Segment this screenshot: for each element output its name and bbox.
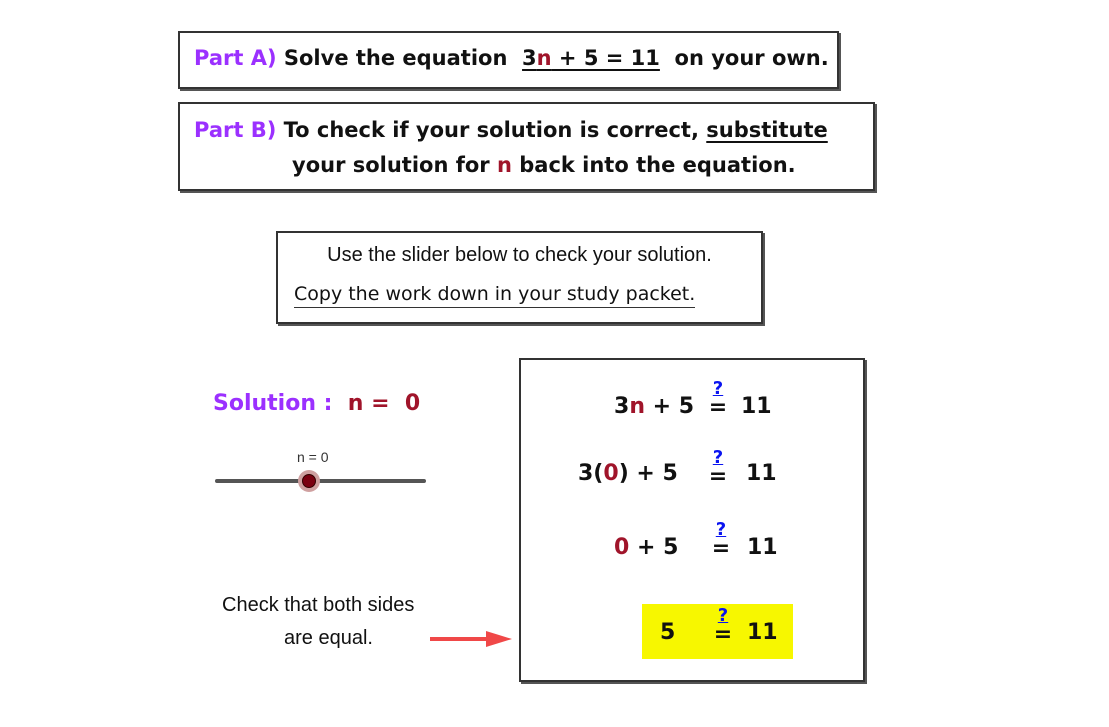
question-equals-4 (711, 607, 735, 645)
part-b-line1 (194, 118, 828, 142)
solution-var: n (347, 391, 364, 416)
question-equals-2 (706, 449, 730, 487)
part-b-text1: To check if your solution is correct, (283, 118, 699, 142)
part-a-box (178, 31, 839, 89)
part-b-box (178, 102, 875, 191)
part-b-var: n (496, 153, 512, 177)
work-line-4-right: 11 (747, 620, 778, 645)
part-b-text2a: your solution for (292, 153, 490, 177)
solution-value: 0 (404, 391, 421, 416)
work-line-1-rest: + 5 (644, 394, 695, 419)
work-line-3-rest: + 5 (629, 535, 679, 560)
eq-rest: + 5 = 11 (551, 46, 660, 70)
work-line-1-coef: 3 (614, 394, 630, 419)
work-line-4-left: 5 (660, 620, 676, 645)
question-equals-3 (709, 521, 733, 559)
right-arrow-icon (430, 628, 514, 650)
work-line-2-left (578, 461, 678, 486)
substitute-text: substitute (706, 118, 828, 142)
part-a-equation (522, 46, 660, 70)
question-mark: ? (712, 447, 724, 468)
part-a-text: Solve the equation (283, 46, 508, 70)
part-b-line2 (292, 153, 796, 177)
equals-sign: = (713, 622, 733, 647)
solution-equals: = (371, 391, 390, 416)
work-line-3-val: 0 (614, 535, 630, 560)
work-line-2-right: 11 (746, 461, 777, 486)
slider-handle-core[interactable] (302, 474, 316, 488)
work-line-2-val: 0 (603, 461, 619, 486)
question-mark: ? (715, 519, 727, 540)
question-equals-1 (706, 380, 730, 418)
slider-track[interactable] (215, 479, 426, 483)
work-line-2-pre: 3( (578, 461, 604, 486)
part-a-text-after: on your own. (674, 46, 829, 70)
check-text-line1: Check that both sides (222, 594, 415, 616)
question-mark: ? (712, 378, 724, 399)
solution-readout (213, 391, 420, 416)
instruction-box (276, 231, 763, 324)
part-a-line (194, 46, 829, 70)
part-a-label: Part A) (194, 46, 277, 70)
work-line-3-left (614, 535, 678, 560)
instruction-line1: Use the slider below to check your solution. (327, 244, 712, 266)
part-b-text2b: back into the equation. (519, 153, 796, 177)
work-line-3-right: 11 (747, 535, 778, 560)
equals-sign: = (708, 464, 728, 489)
question-mark: ? (717, 605, 729, 626)
work-line-1-left (614, 394, 694, 419)
equals-sign: = (711, 536, 731, 561)
solution-label: Solution : (213, 391, 333, 416)
work-line-1-var: n (629, 394, 645, 419)
work-line-1-right: 11 (741, 394, 772, 419)
part-b-label: Part B) (194, 118, 277, 142)
slider-handle[interactable] (298, 470, 320, 492)
eq-coef: 3 (522, 46, 537, 70)
slider-label: n = 0 (297, 449, 329, 465)
instruction-line2: Copy the work down in your study packet. (294, 283, 695, 308)
eq-var: n (536, 46, 552, 70)
check-text-line2: are equal. (284, 627, 373, 649)
work-line-2-post: ) + 5 (618, 461, 678, 486)
equals-sign: = (708, 395, 728, 420)
